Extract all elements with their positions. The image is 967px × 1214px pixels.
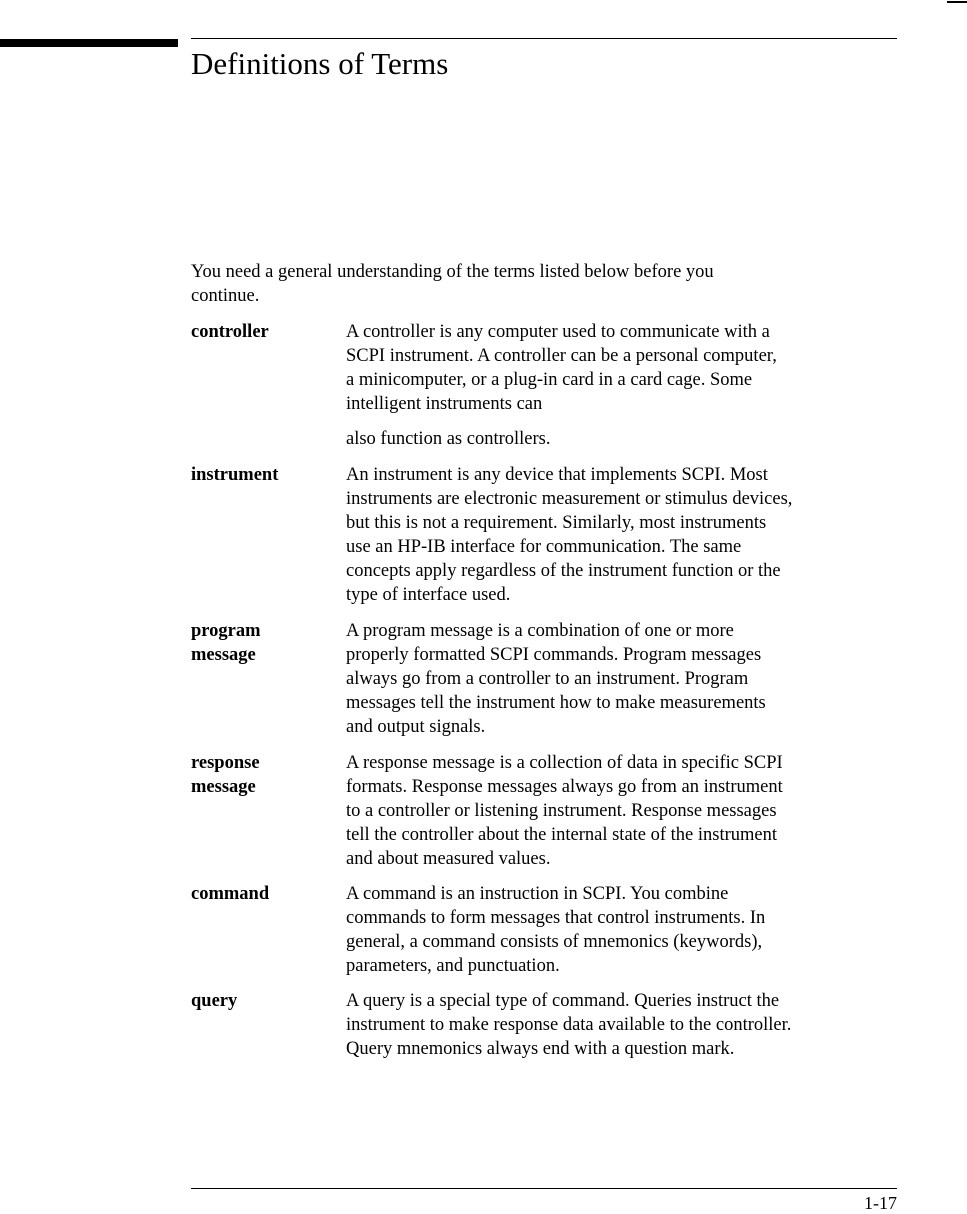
chapter-tab-bar (0, 39, 178, 47)
term-label: query (191, 991, 238, 1011)
definition-line: general, a command consists of mnemonics (keywords), (346, 932, 763, 952)
corner-mark (947, 1, 967, 3)
term-query (191, 989, 237, 1013)
definition-line: properly formatted SCPI commands. Program messages (346, 645, 762, 665)
term-label: message (191, 645, 256, 665)
definition-line: SCPI instrument. A controller can be a personal computer, (346, 346, 777, 366)
term-label: response (191, 753, 260, 773)
intro-line: You need a general understanding of the terms listed below before you (191, 262, 714, 282)
header-rule (191, 38, 897, 39)
term-program-message (191, 619, 261, 667)
definition-line: An instrument is any device that implements SCPI. Most (346, 465, 768, 485)
definition-line: A program message is a combination of one or more (346, 621, 734, 641)
term-response-message (191, 751, 260, 799)
definition-line: formats. Response messages always go from an instrument (346, 777, 783, 797)
definition-line: A query is a special type of command. Queries instruct the (346, 991, 780, 1011)
definition-line: instruments are electronic measurement or stimulus devices, (346, 489, 793, 509)
definition-line: type of interface used. (346, 585, 511, 605)
definition-line: concepts apply regardless of the instrument function or the (346, 561, 781, 581)
definition-line: intelligent instruments can (346, 394, 543, 414)
term-label: command (191, 884, 270, 904)
page-title: Definitions of Terms (191, 46, 449, 81)
term-label: controller (191, 322, 269, 342)
definition-line: tell the controller about the internal state of the instrument (346, 825, 778, 845)
definition-text (346, 751, 783, 871)
term-label: instrument (191, 465, 279, 485)
definition-line: messages tell the instrument how to make measurements (346, 693, 766, 713)
definition-text (346, 882, 765, 978)
definition-continuation (346, 427, 550, 451)
definition-line: to a controller or listening instrument. Response messages (346, 801, 777, 821)
definition-line: A command is an instruction in SCPI. You combine (346, 884, 729, 904)
page-number: 1-17 (864, 1193, 897, 1213)
definition-line: instrument to make response data available to the controller. (346, 1015, 792, 1035)
definition-line: always go from a controller to an instrument. Program (346, 669, 749, 689)
term-controller (191, 320, 269, 344)
definition-text (346, 619, 766, 739)
footer-rule (191, 1188, 897, 1189)
definition-line: and about measured values. (346, 849, 551, 869)
definition-line: use an HP-IB interface for communication. The same (346, 537, 742, 557)
definition-line: A response message is a collection of data in specific SCPI (346, 753, 783, 773)
definition-line: Query mnemonics always end with a question mark. (346, 1039, 735, 1059)
definition-line: and output signals. (346, 717, 486, 737)
definition-line: but this is not a requirement. Similarly, most instruments (346, 513, 767, 533)
term-label: message (191, 777, 256, 797)
definition-text (346, 463, 792, 607)
definition-text (346, 989, 791, 1061)
term-instrument (191, 463, 278, 487)
definition-line: A controller is any computer used to communicate with a (346, 322, 770, 342)
definition-line: a minicomputer, or a plug-in card in a card cage. Some (346, 370, 753, 390)
definition-line: parameters, and punctuation. (346, 956, 560, 976)
intro-paragraph (191, 260, 714, 308)
term-label: program (191, 621, 261, 641)
intro-line: continue. (191, 286, 260, 306)
definition-text (346, 320, 777, 416)
definition-line: commands to form messages that control instruments. In (346, 908, 766, 928)
definition-line: also function as controllers. (346, 429, 551, 449)
term-command (191, 882, 269, 906)
